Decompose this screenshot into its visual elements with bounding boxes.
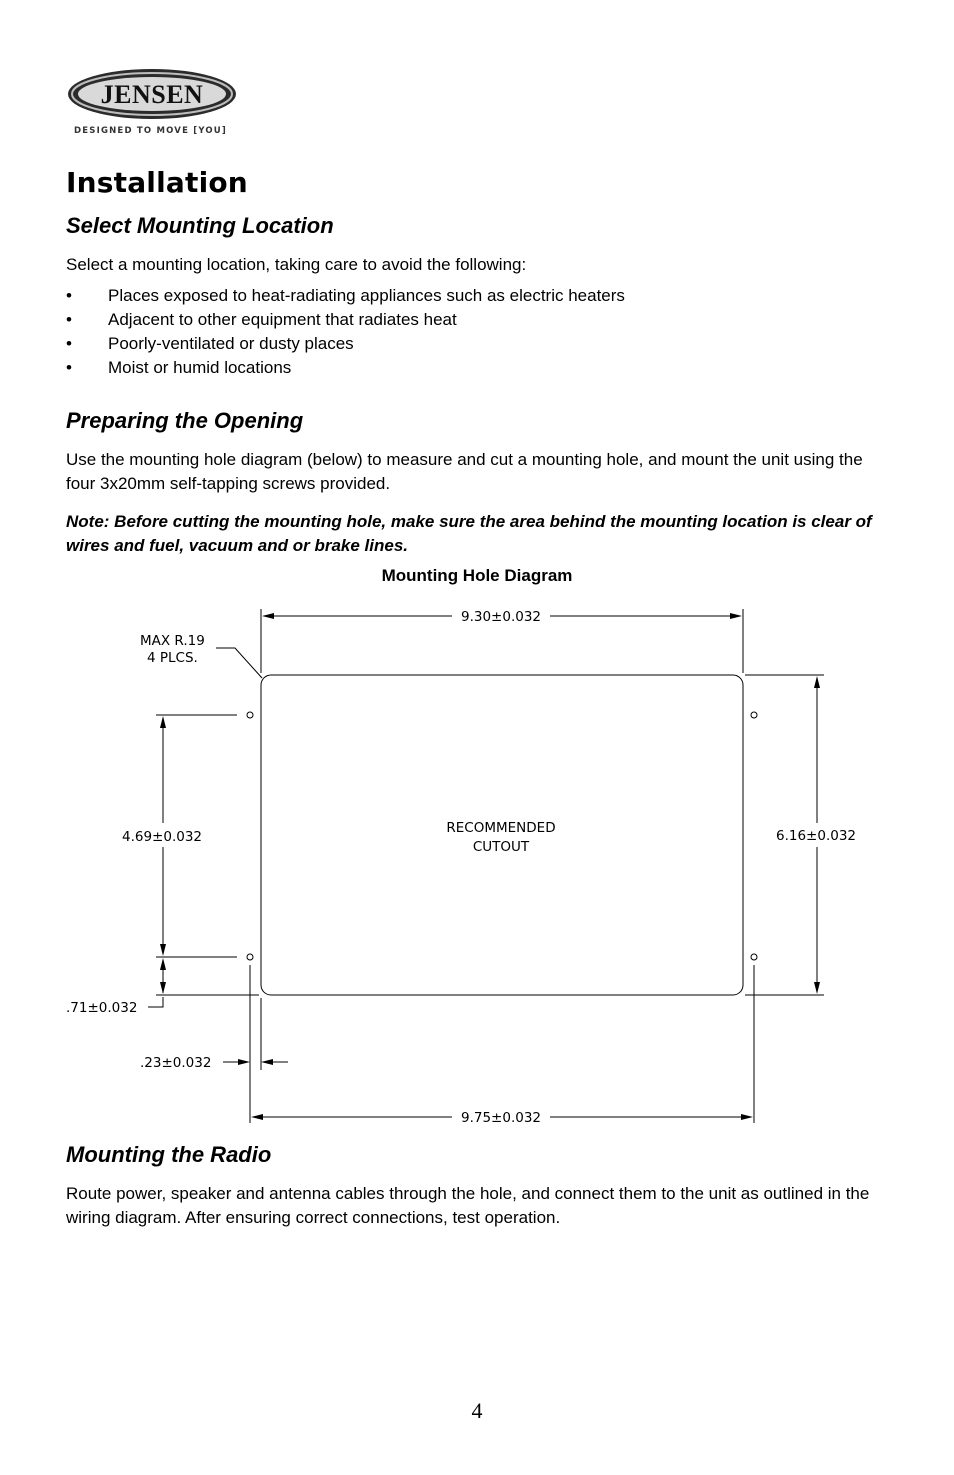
screw-hole (247, 712, 253, 718)
screw-hole (751, 712, 757, 718)
section-heading-radio: Mounting the Radio (66, 1142, 272, 1167)
radio-body: Route power, speaker and antenna cables through the hole, and connect them to the unit as outlined in the wiring diagram. After ensuring correct connections, test operation. (66, 1184, 870, 1227)
brand-tagline: DESIGNED TO MOVE [YOU] (74, 126, 227, 136)
section-heading-opening: Preparing the Opening (66, 408, 304, 433)
diagram-title: Mounting Hole Diagram (381, 566, 573, 585)
screw-hole (247, 954, 253, 960)
list-item: • Places exposed to heat-radiating appliances such as electric heaters (66, 286, 625, 305)
page-title: Installation (66, 166, 248, 199)
opening-note: Note: Before cutting the mounting hole, make sure the area behind the mounting location is clear of wires and fuel, vacuum and or brake lines. (66, 512, 872, 555)
side-offset-label: .23±0.032 (140, 1055, 212, 1071)
opening-body: Use the mounting hole diagram (below) to measure and cut a mounting hole, and mount the unit using the four 3x20mm self-tapping screws provided. (66, 450, 863, 493)
list-item: • Poorly-ventilated or dusty places (66, 334, 354, 353)
bottom-offset-label: .71±0.032 (66, 1000, 138, 1016)
right-height-label: 6.16±0.032 (775, 828, 857, 844)
list-item: • Adjacent to other equipment that radiates heat (66, 310, 457, 329)
section-heading-location: Select Mounting Location (66, 213, 334, 238)
bottom-width-label: 9.75±0.032 (460, 1110, 542, 1126)
list-item: • Moist or humid locations (66, 358, 292, 377)
radius-label: MAX R.19 (140, 633, 205, 649)
cutout-label-line2: CUTOUT (472, 839, 530, 855)
radius-count-label: 4 PLCS. (147, 650, 198, 666)
mounting-hole-diagram (0, 595, 954, 1135)
cutout-label: RECOMMENDED (446, 820, 556, 836)
page-number: 4 (471, 1398, 483, 1423)
top-width-label: 9.30±0.032 (460, 609, 542, 625)
location-intro: Select a mounting location, taking care to avoid the following: (66, 255, 527, 274)
screw-hole (751, 954, 757, 960)
avoid-list (66, 284, 625, 380)
left-height-label: 4.69±0.032 (121, 829, 203, 845)
logo-wordmark: JENSEN (100, 80, 204, 109)
